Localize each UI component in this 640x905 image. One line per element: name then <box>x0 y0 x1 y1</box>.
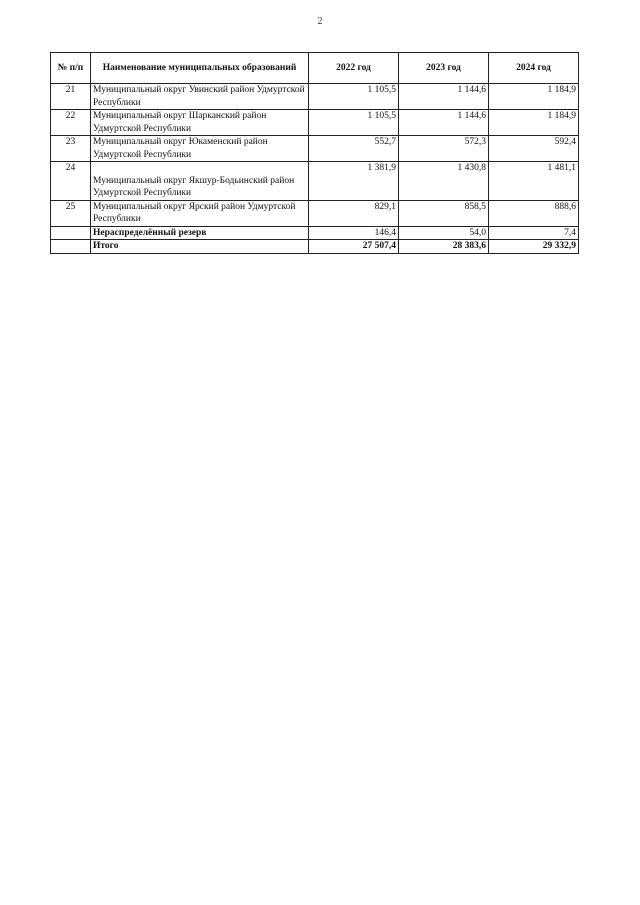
row-number: 23 <box>51 136 91 162</box>
row-name: Муниципальный округ Юкаменский район Удмуртской Республики <box>91 136 309 162</box>
table-row <box>51 200 579 226</box>
row-value-2024: 592,4 <box>489 136 579 162</box>
table-row <box>51 136 579 162</box>
row-number: 25 <box>51 200 91 226</box>
header-2024: 2024 год <box>489 53 579 84</box>
total-value-2023: 28 383,6 <box>399 240 489 254</box>
row-name: Муниципальный округ Увинский район Удмуртской Республики <box>91 84 309 110</box>
table-row <box>51 84 579 110</box>
row-value-2022: 1 381,9 <box>309 162 399 201</box>
table-row <box>51 110 579 136</box>
row-value-2022: 1 105,5 <box>309 110 399 136</box>
header-number: № п/п <box>51 53 91 84</box>
reserve-number-cell <box>51 226 91 240</box>
header-2022: 2022 год <box>309 53 399 84</box>
total-label: Итого <box>91 240 309 254</box>
reserve-row <box>51 226 579 240</box>
reserve-value-2022: 146,4 <box>309 226 399 240</box>
row-value-2023: 1 144,6 <box>399 84 489 110</box>
reserve-value-2024: 7,4 <box>489 226 579 240</box>
total-value-2024: 29 332,9 <box>489 240 579 254</box>
header-name: Наименование муниципальных образований <box>91 53 309 84</box>
total-row <box>51 240 579 254</box>
row-value-2022: 552,7 <box>309 136 399 162</box>
row-value-2024: 1 481,1 <box>489 162 579 201</box>
row-value-2023: 858,5 <box>399 200 489 226</box>
row-value-2024: 1 184,9 <box>489 84 579 110</box>
row-name-cell <box>91 162 309 201</box>
row-number: 24 <box>51 162 91 201</box>
row-value-2023: 572,3 <box>399 136 489 162</box>
table-row <box>51 162 579 201</box>
row-value-2023: 1 430,8 <box>399 162 489 201</box>
table-header-row <box>51 53 579 84</box>
reserve-value-2023: 54,0 <box>399 226 489 240</box>
row-value-2022: 1 105,5 <box>309 84 399 110</box>
reserve-label: Нераспределённый резерв <box>91 226 309 240</box>
header-2023: 2023 год <box>399 53 489 84</box>
total-number-cell <box>51 240 91 254</box>
row-name: Муниципальный округ Якшур-Бодьинский район Удмуртской Республики <box>93 175 295 198</box>
row-number: 22 <box>51 110 91 136</box>
row-value-2024: 888,6 <box>489 200 579 226</box>
row-value-2022: 829,1 <box>309 200 399 226</box>
total-value-2022: 27 507,4 <box>309 240 399 254</box>
row-value-2023: 1 144,6 <box>399 110 489 136</box>
page-number: 2 <box>317 16 323 27</box>
row-name: Муниципальный округ Шарканский район Удмуртской Республики <box>91 110 309 136</box>
row-value-2024: 1 184,9 <box>489 110 579 136</box>
row-number: 21 <box>51 84 91 110</box>
row-name: Муниципальный округ Ярский район Удмуртской Республики <box>91 200 309 226</box>
allocation-table <box>50 52 579 254</box>
